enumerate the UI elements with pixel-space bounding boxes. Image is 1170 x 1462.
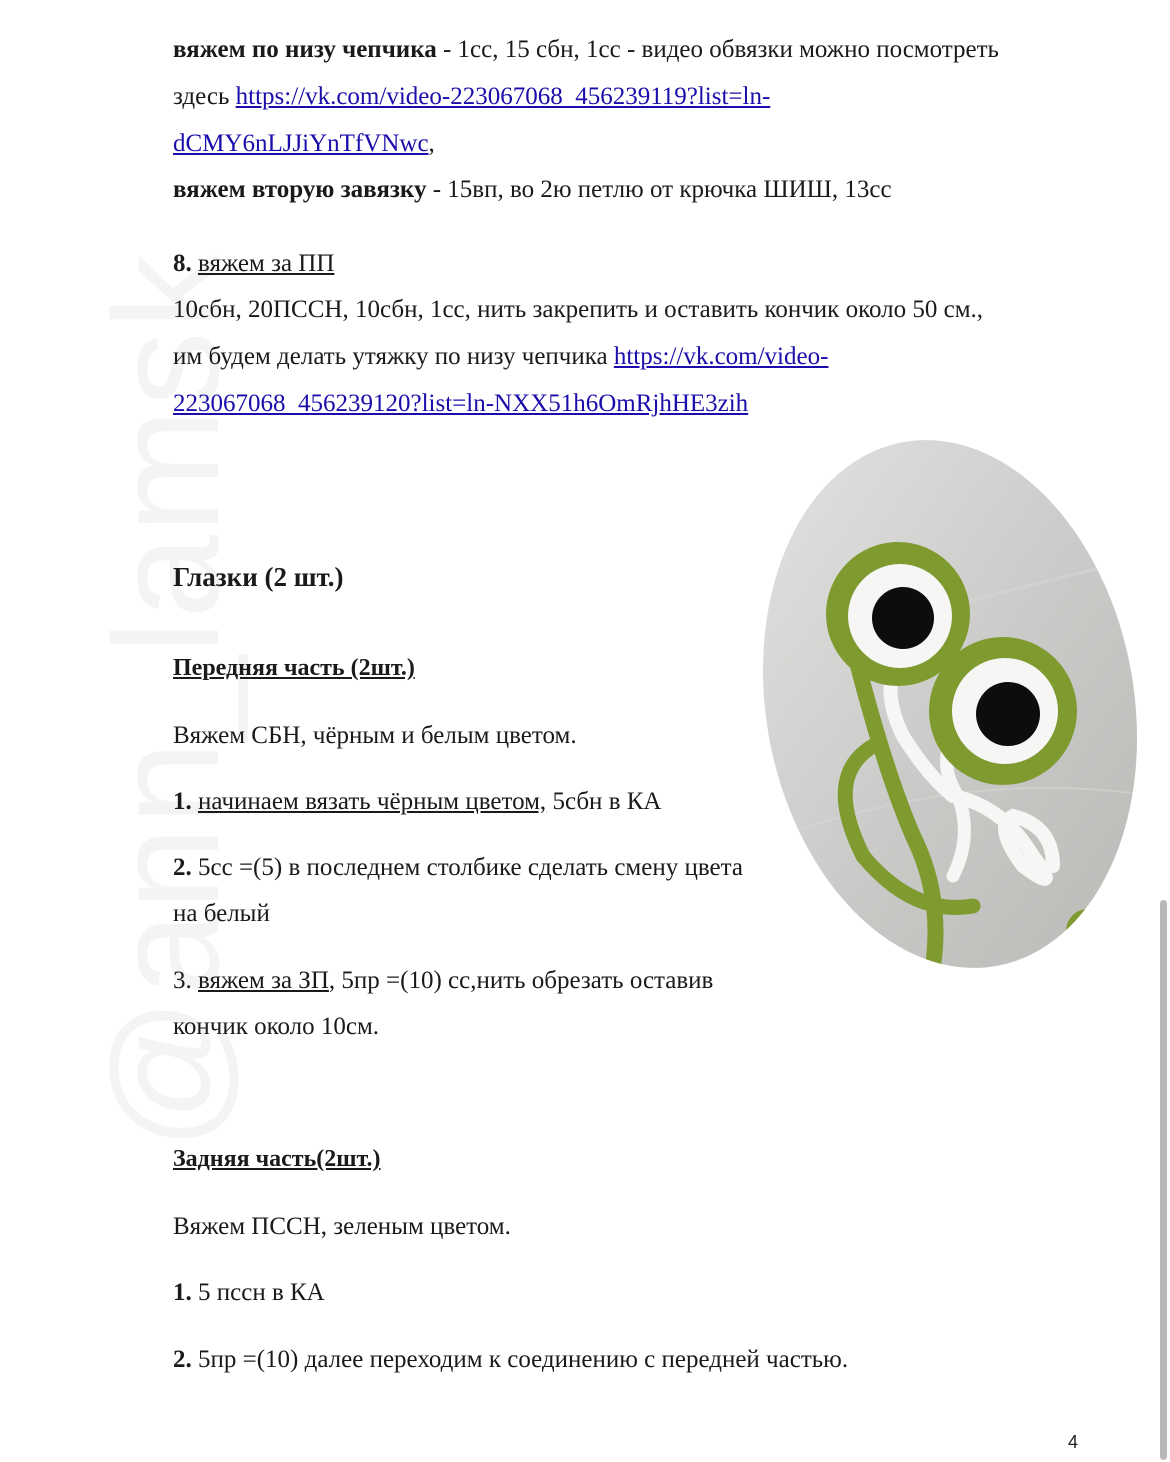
- video-link-prefix: здесь: [173, 83, 236, 110]
- crochet-eye-2: [929, 637, 1077, 785]
- back-step-2: [173, 1336, 848, 1383]
- front-part-intro: Вяжем СБН, чёрным и белым цветом.: [173, 722, 577, 749]
- step-8-title: [173, 240, 334, 287]
- back-step-1-number: 1.: [173, 1279, 192, 1306]
- front-step-2: [173, 844, 743, 891]
- back-part-heading: Задняя часть(2шт.): [173, 1146, 381, 1172]
- video-link-2a[interactable]: https://vk.com/video-: [613, 343, 829, 370]
- front-step-1-rest: 5сбн в КА: [546, 788, 662, 815]
- page-number: 4: [1067, 1432, 1078, 1452]
- second-tie-line: [173, 166, 892, 213]
- video-link-1a[interactable]: https://vk.com/video-223067068_456239119?list=ln-: [235, 83, 771, 110]
- front-step-3: [173, 957, 713, 1004]
- step-8-line-2-text: им будем делать утяжку по низу чепчика: [173, 343, 614, 370]
- second-tie-text: - 15вп, во 2ю петлю от крючка ШИШ, 13сс: [426, 176, 892, 203]
- step-8-line-1: 10сбн, 20ПССН, 10сбн, 1сс, нить закрепить и оставить кончик около 50 см.,: [173, 296, 984, 323]
- scrollbar[interactable]: [1160, 900, 1167, 1460]
- front-step-2-line-2: на белый: [173, 900, 270, 927]
- video-link-1b[interactable]: dCMY6nLJJiYnTfVNwc: [173, 130, 429, 157]
- video-link-line: [173, 73, 770, 120]
- step-8-line-2: [173, 333, 828, 380]
- back-step-1: [173, 1269, 325, 1316]
- step-8-line-3: [173, 380, 748, 427]
- second-tie-label: вяжем вторую завязку: [173, 176, 427, 203]
- front-step-3-underlined: вяжем за ЗП: [198, 967, 329, 994]
- back-part-intro: Вяжем ПССН, зеленым цветом.: [173, 1213, 511, 1240]
- bottom-edging-line: [173, 26, 999, 73]
- bottom-edging-text: - 1сс, 15 сбн, 1сс - видео обвязки можно посмотреть: [436, 36, 999, 63]
- step-8-number: 8.: [173, 250, 192, 277]
- crochet-eyes-photo: [763, 436, 1138, 972]
- video-link-line-2: [173, 120, 435, 167]
- front-step-1-underlined: начинаем вязать чёрным цветом,: [198, 788, 547, 815]
- front-step-3-rest: , 5пр =(10) сс,нить обрезать оставив: [328, 967, 714, 994]
- back-step-2-text: 5пр =(10) далее переходим к соединению с передней частью.: [191, 1346, 849, 1373]
- front-step-1: [173, 778, 661, 825]
- back-step-2-number: 2.: [173, 1346, 192, 1373]
- step-8-title-text: вяжем за ПП: [198, 250, 335, 277]
- back-step-1-text: 5 пссн в КА: [191, 1279, 325, 1306]
- front-part-heading: Передняя часть (2шт.): [173, 655, 415, 681]
- front-step-3-line-2: кончик около 10см.: [173, 1013, 380, 1040]
- video-link-suffix: ,: [428, 130, 435, 157]
- video-link-2b[interactable]: 223067068_456239120?list=ln-NXX51h6OmRjhHE3zih: [173, 390, 749, 417]
- front-step-2-text: 5сс =(5) в последнем столбике сделать смену цвета: [191, 854, 743, 881]
- front-step-3-number: 3.: [173, 967, 192, 994]
- bottom-edging-label: вяжем по низу чепчика: [173, 36, 437, 63]
- eyes-heading: Глазки (2 шт.): [173, 562, 344, 592]
- front-step-2-number: 2.: [173, 854, 192, 881]
- front-step-1-number: 1.: [173, 788, 192, 815]
